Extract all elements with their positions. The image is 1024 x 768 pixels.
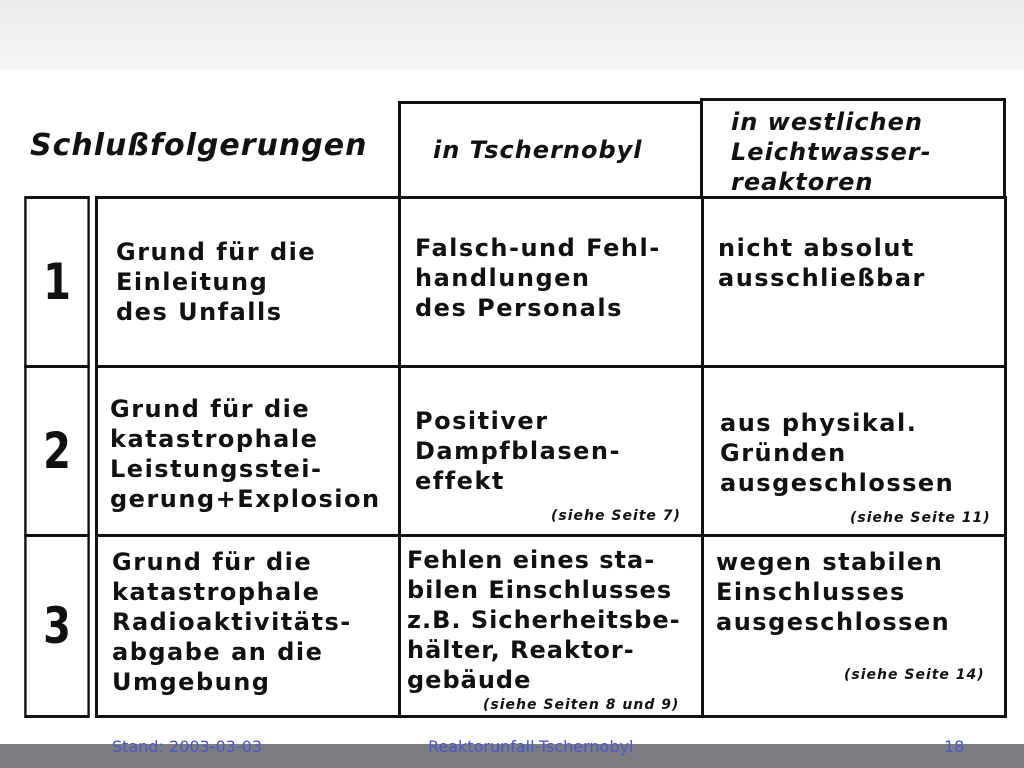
row-number-1: 1 [24, 196, 90, 368]
tschernobyl-cell-2 [398, 365, 704, 537]
row-number-2: 2 [24, 365, 90, 537]
western-text-2: aus physikal. Gründen ausgeschlossen [720, 409, 955, 497]
tschernobyl-cell-3 [398, 534, 704, 718]
tschernobyl-cell-1 [398, 196, 704, 368]
tschernobyl-text-2: Positiver Dampfblasen- effekt [415, 407, 621, 495]
western-cell-1 [701, 196, 1007, 368]
reason-cell-3 [95, 534, 401, 718]
western-ref-2: (siehe Seite 11) [850, 510, 991, 526]
reason-text-1: Grund für die Einleitung des Unfalls [116, 238, 317, 326]
row-number-3: 3 [24, 534, 90, 718]
header-tschernobyl-label: in Tschernobyl [433, 136, 643, 164]
tschernobyl-ref-2: (siehe Seite 7) [551, 508, 681, 524]
reason-cell-1 [95, 196, 401, 368]
western-ref-3: (siehe Seite 14) [844, 667, 985, 683]
reason-cell-2 [95, 365, 401, 537]
top-band [0, 0, 1024, 70]
tschernobyl-text-1: Falsch-und Fehl- handlungen des Personals [415, 234, 661, 322]
footer-date: Stand: 2003-03-03 [112, 737, 262, 756]
reason-text-2: Grund für die katastrophale Leistungsstei- gerung+Explosion [110, 395, 381, 513]
western-cell-2 [701, 365, 1007, 537]
tschernobyl-text-3: Fehlen eines sta- bilen Einschlusses z.B. Sicherheitsbe- hälter, Reaktor- gebäude [407, 546, 681, 694]
header-tschernobyl [398, 101, 703, 199]
footer-page-number: 18 [944, 737, 965, 756]
footer-bar [0, 737, 1024, 768]
reason-text-3: Grund für die katastrophale Radioaktivitäts- abgabe an die Umgebung [112, 548, 352, 696]
header-western-label: in westlichen Leichtwasser- reaktoren [731, 108, 932, 196]
western-text-1: nicht absolut ausschließbar [718, 234, 926, 292]
western-text-3: wegen stabilen Einschlusses ausgeschlossen [716, 548, 951, 636]
western-cell-3 [701, 534, 1007, 718]
footer-title: Reaktorunfall-Tschernobyl [428, 737, 634, 756]
header-western [700, 98, 1006, 199]
page-title: Schlußfolgerungen [30, 128, 368, 163]
tschernobyl-ref-3: (siehe Seiten 8 und 9) [483, 697, 680, 713]
